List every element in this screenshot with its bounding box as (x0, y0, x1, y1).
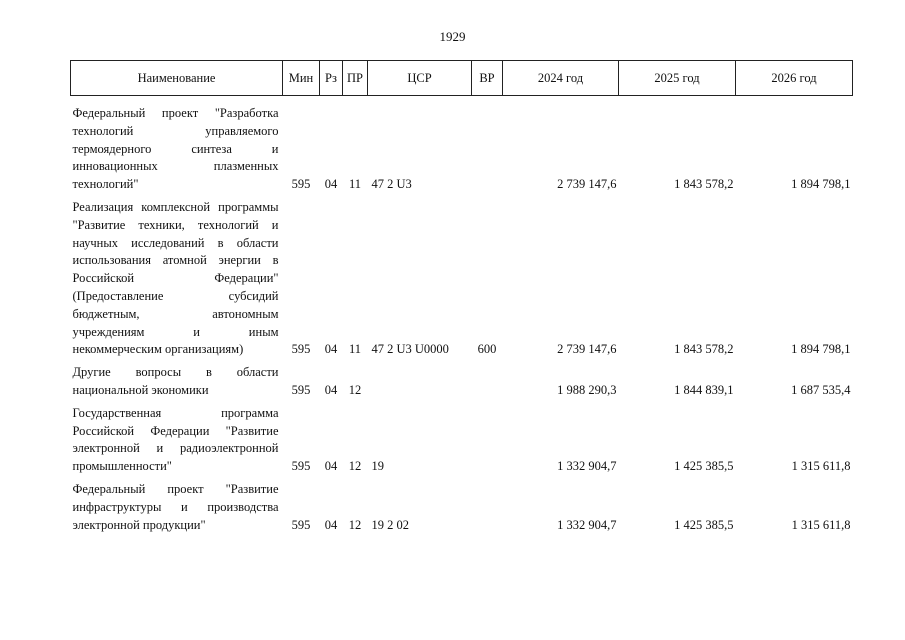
row-min: 595 (291, 342, 311, 357)
row-vr: 600 (477, 342, 497, 357)
row-2026: 1 894 798,1 (791, 342, 851, 357)
budget-table (70, 60, 853, 539)
row-vr (472, 96, 503, 199)
row-vr (472, 481, 503, 539)
table-row (71, 481, 853, 539)
row-2025: 1 843 578,2 (674, 177, 734, 192)
row-csr: 19 (371, 459, 384, 474)
row-pr: 12 (348, 459, 362, 474)
row-min: 595 (291, 177, 311, 192)
row-name: Федеральный проект "Развитие инфраструктуры и производства электронной продукции" (72, 481, 279, 532)
header-2026: 2026 год (736, 61, 853, 96)
header-2025: 2025 год (619, 61, 736, 96)
row-2025: 1 844 839,1 (674, 382, 734, 397)
row-2024: 1 332 904,7 (557, 459, 617, 474)
header-vr: ВР (472, 61, 503, 96)
row-min: 595 (291, 517, 311, 532)
row-rz: 04 (324, 459, 338, 474)
row-name: Другие вопросы в области национальной экономики (72, 365, 279, 397)
row-csr: 47 2 U3 U0000 (371, 342, 449, 357)
row-csr: 47 2 U3 (371, 177, 412, 192)
table-row (71, 364, 853, 405)
row-pr: 11 (348, 177, 362, 192)
row-min: 595 (291, 382, 311, 397)
table-header-row (71, 61, 853, 96)
row-rz: 04 (324, 517, 338, 532)
row-csr (368, 364, 472, 405)
row-min: 595 (291, 459, 311, 474)
row-vr (472, 405, 503, 481)
row-2026: 1 315 611,8 (791, 459, 851, 474)
row-vr (472, 364, 503, 405)
row-rz: 04 (324, 382, 338, 397)
row-rz: 04 (324, 342, 338, 357)
row-2024: 1 332 904,7 (557, 517, 617, 532)
header-2024: 2024 год (503, 61, 619, 96)
row-2025: 1 425 385,5 (674, 459, 734, 474)
table-row (71, 405, 853, 481)
header-rz: Рз (320, 61, 343, 96)
table-row (71, 96, 853, 199)
row-2026: 1 687 535,4 (791, 382, 851, 397)
row-name: Реализация комплексной программы "Развитие техники, технологий и научных исследований в области использования атомной энергии в Российской Федерации" (Предоставление субсидий бюджетным, автономным учреждениям и иным некоммерческим организациям) (72, 199, 279, 357)
header-pr: ПР (343, 61, 368, 96)
header-name: Наименование (71, 61, 283, 96)
row-pr: 12 (348, 382, 362, 397)
row-2025: 1 843 578,2 (674, 342, 734, 357)
row-2026: 1 894 798,1 (791, 177, 851, 192)
header-min: Мин (283, 61, 320, 96)
row-rz: 04 (324, 177, 338, 192)
row-2026: 1 315 611,8 (791, 517, 851, 532)
row-2024: 1 988 290,3 (557, 382, 617, 397)
row-name: Государственная программа Российской Федерации "Развитие электронной и радиоэлектронной промышленности" (72, 405, 279, 474)
header-csr: ЦСР (368, 61, 472, 96)
row-2024: 2 739 147,6 (557, 177, 617, 192)
row-pr: 11 (348, 342, 362, 357)
row-2024: 2 739 147,6 (557, 342, 617, 357)
row-name: Федеральный проект "Разработка технологий управляемого термоядерного синтеза и инновационных плазменных технологий" (72, 106, 279, 192)
row-2025: 1 425 385,5 (674, 517, 734, 532)
table-row (71, 199, 853, 364)
row-csr: 19 2 02 (371, 517, 409, 532)
page-number: 1929 (439, 29, 466, 44)
row-pr: 12 (348, 517, 362, 532)
